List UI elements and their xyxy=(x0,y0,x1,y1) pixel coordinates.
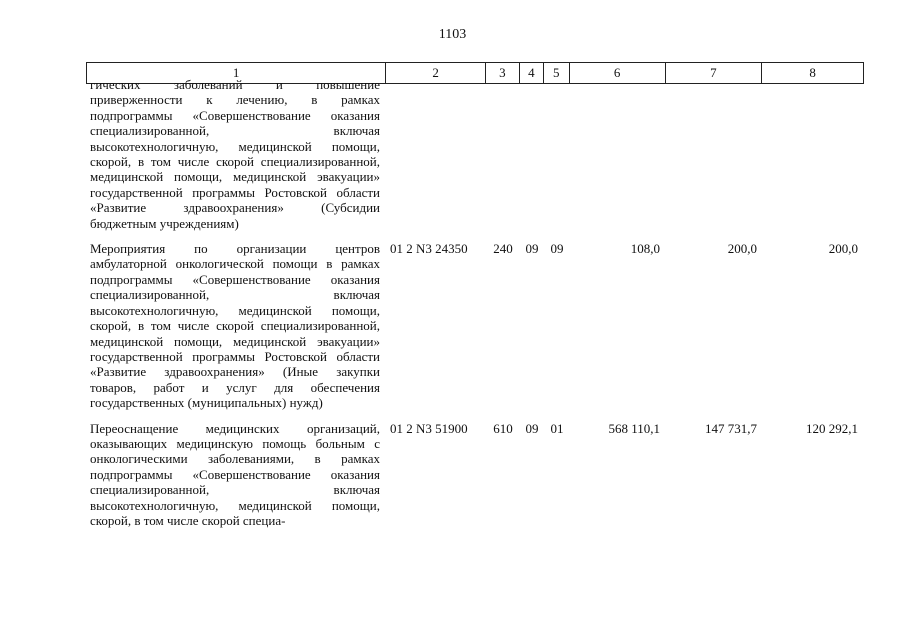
row-col-6: 108,0 xyxy=(630,241,660,257)
row-col-3: 240 xyxy=(493,241,513,257)
table-row xyxy=(86,77,864,231)
row-col-5 xyxy=(544,77,570,231)
row-col-7: 200,0 xyxy=(727,241,757,257)
row-code: 01 2 N3 24350 xyxy=(390,241,468,257)
row-description: Переоснащение медицинских организаций, оказывающих медицинскую помощь больным с онкологическими заболеваниями, в рамках подпрограммы «Совершенствование оказания специализированной, включая высокотехнологичную, медицинской помощи, скорой, в том числе скорой специа- xyxy=(90,420,380,528)
header-col-6: 6 xyxy=(570,63,666,83)
table-row xyxy=(86,421,864,529)
row-code: 01 2 N3 51900 xyxy=(390,420,468,436)
row-col-8: 200,0 xyxy=(828,241,858,257)
table-row xyxy=(86,241,864,410)
row-col-5: 09 xyxy=(550,241,564,257)
header-col-5: 5 xyxy=(544,63,570,83)
row-col-5: 01 xyxy=(550,420,564,436)
row-col-3: 610 xyxy=(493,420,513,436)
header-col-1: 1 xyxy=(87,63,386,83)
row-col-7 xyxy=(666,77,763,231)
row-col-7: 147 731,7 xyxy=(705,420,757,436)
row-description: Мероприятия по организации центров амбулаторной онкологической помощи в рамках подпрограммы «Совершенствование оказания специализированной, включая высокотехнологичную, медицинской помощи, скорой, в том числе скорой специализированной, медицинской помощи, медицинской эвакуации» государственной программы Ростовской области «Развитие здравоохранения» (Иные закупки товаров, работ и услуг для обеспечения государственных (муниципальных) нужд) xyxy=(90,241,380,411)
row-col-4 xyxy=(520,77,544,231)
row-description: гических заболеваний и повышение приверженности к лечению, в рамках подпрограммы «Совершенствование оказания специализированной, включая высокотехнологичную, медицинской помощи, скорой, в том числе скорой специализированной, медицинской помощи, медицинской эвакуации» государственной программы Ростовской области «Развитие здравоохранения» (Субсидии бюджетным учреждениям) xyxy=(90,77,380,231)
row-col-8 xyxy=(763,77,864,231)
header-col-8: 8 xyxy=(809,65,816,80)
row-col-4: 09 xyxy=(525,420,539,436)
header-col-2: 2 xyxy=(386,63,486,83)
row-col-8: 120 292,1 xyxy=(806,420,858,436)
header-col-4: 4 xyxy=(520,63,544,83)
page-number: 1103 xyxy=(438,27,467,42)
header-col-3: 3 xyxy=(486,63,520,83)
row-col-6: 568 110,1 xyxy=(608,420,660,436)
table-body xyxy=(86,77,864,528)
header-col-7: 7 xyxy=(666,63,763,83)
row-code xyxy=(386,77,486,231)
row-col-6 xyxy=(570,77,666,231)
row-col-4: 09 xyxy=(525,241,539,257)
row-col-3 xyxy=(486,77,520,231)
